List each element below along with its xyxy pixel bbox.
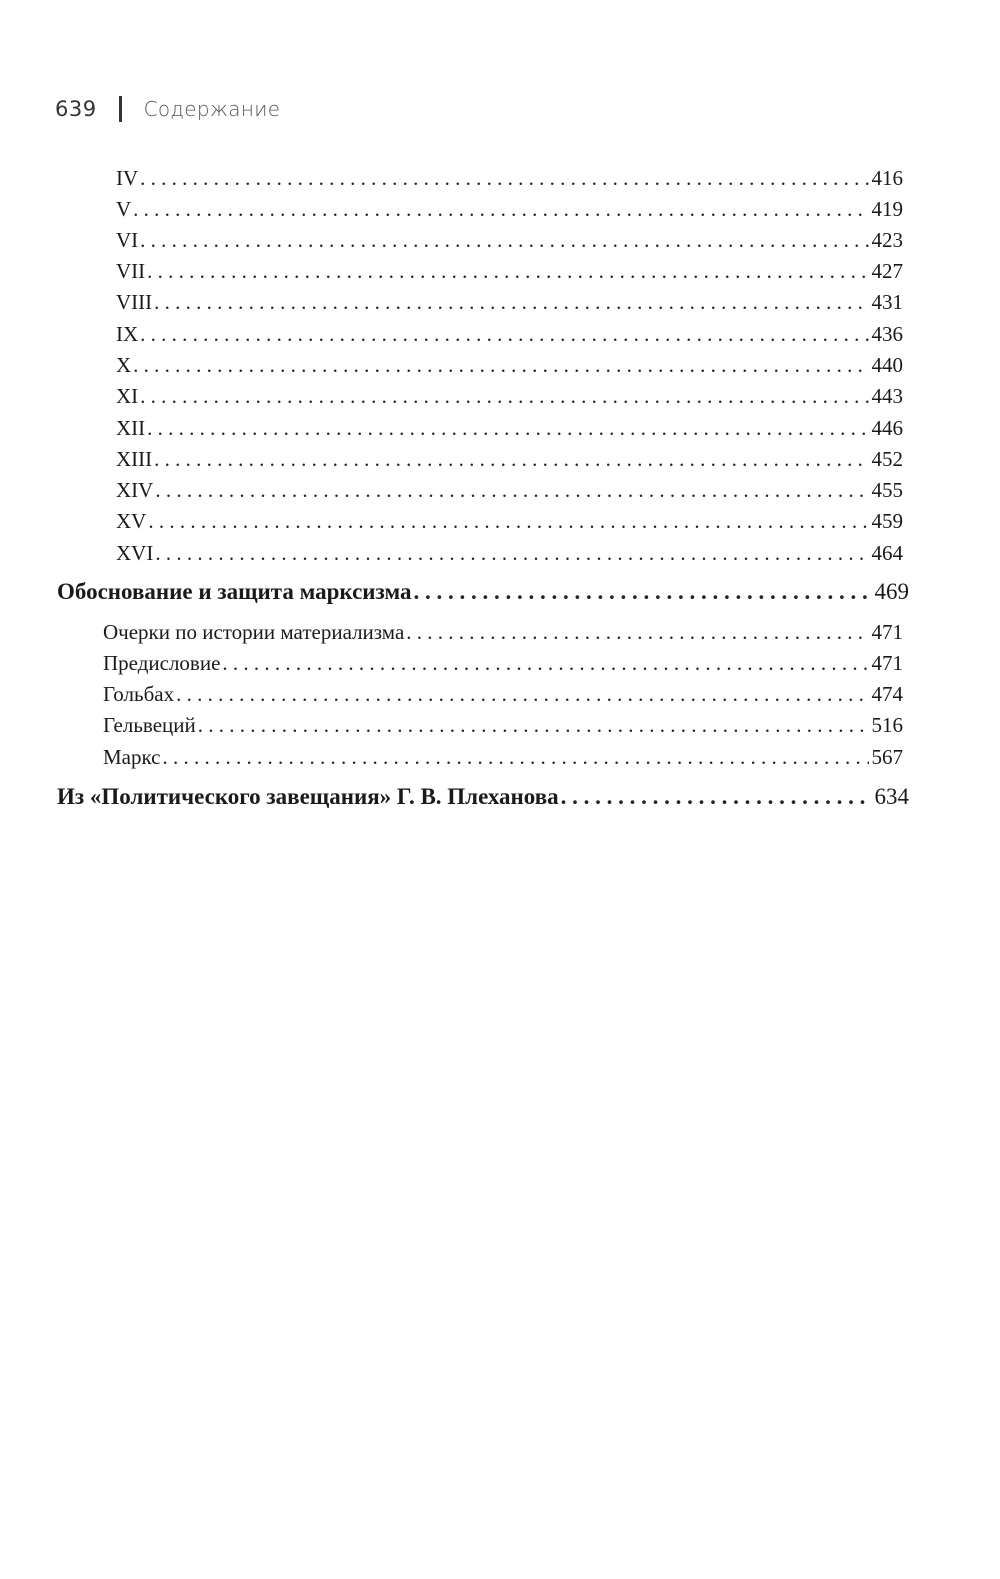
toc-entry[interactable] <box>116 290 903 318</box>
toc-entry-page: 423 <box>871 228 903 252</box>
dot-leader <box>148 509 868 534</box>
toc-entry-label: XII <box>116 416 146 440</box>
toc-entry-label: XIV <box>116 478 154 502</box>
toc-entry-page: 443 <box>871 384 903 408</box>
toc-entry-page: 455 <box>871 478 903 502</box>
toc-entry-label: XV <box>116 509 147 533</box>
toc-entry[interactable] <box>116 541 903 569</box>
toc-entry-label: Гельвеций <box>103 713 196 737</box>
toc-section-heading[interactable] <box>57 579 909 611</box>
toc-entry-page: 431 <box>871 290 903 314</box>
dot-leader <box>222 651 868 676</box>
toc-entry-label: VIII <box>116 290 153 314</box>
toc-entry[interactable] <box>116 509 903 537</box>
dot-leader <box>176 682 868 707</box>
dot-leader <box>147 259 868 284</box>
toc-entry-page: 471 <box>871 620 903 644</box>
toc-entry-label: Очерки по истории материализма <box>103 620 405 644</box>
toc-entry-label: X <box>116 353 132 377</box>
toc-entry-page: 419 <box>871 197 903 221</box>
toc-entry-page: 446 <box>871 416 903 440</box>
toc-entry[interactable] <box>116 322 903 350</box>
toc-entry-page: 516 <box>871 713 903 737</box>
toc-entry[interactable] <box>116 416 903 444</box>
toc-entry-label: XVI <box>116 541 154 565</box>
toc-entry-label: IX <box>116 322 139 346</box>
toc-entry-page: 427 <box>871 259 903 283</box>
dot-leader <box>413 579 871 605</box>
header-section-title: Содержание <box>143 97 281 121</box>
toc-section-heading[interactable] <box>57 784 909 816</box>
toc-section-page: 469 <box>874 579 909 604</box>
toc-entry-page: 452 <box>871 447 903 471</box>
toc-section-page: 634 <box>874 784 909 809</box>
toc-entry-label: XIII <box>116 447 153 471</box>
dot-leader <box>406 620 868 645</box>
toc-entry[interactable] <box>103 713 903 741</box>
toc-entry[interactable] <box>116 259 903 287</box>
toc-entry-label: XI <box>116 384 139 408</box>
toc-entry-label: V <box>116 197 132 221</box>
dot-leader <box>163 745 869 770</box>
dot-leader <box>154 447 868 472</box>
dot-leader <box>147 416 868 441</box>
dot-leader <box>133 353 868 378</box>
dot-leader <box>140 322 868 347</box>
header-separator <box>119 96 122 122</box>
toc-entry[interactable] <box>103 620 903 648</box>
dot-leader <box>154 290 868 315</box>
toc-entry-page: 567 <box>871 745 903 769</box>
toc-entry[interactable] <box>116 353 903 381</box>
dot-leader <box>561 784 872 810</box>
toc-entry[interactable] <box>103 682 903 710</box>
toc-entry[interactable] <box>116 228 903 256</box>
toc-entry-page: 416 <box>871 166 903 190</box>
toc-entry-label: VII <box>116 259 146 283</box>
toc-entry[interactable] <box>116 166 903 194</box>
toc-entry-page: 464 <box>871 541 903 565</box>
toc-entry-page: 459 <box>871 509 903 533</box>
dot-leader <box>140 384 868 409</box>
page-number: 639 <box>55 97 97 121</box>
toc-entry-label: IV <box>116 166 139 190</box>
toc-entry-label: Маркс <box>103 745 161 769</box>
toc-entry-page: 471 <box>871 651 903 675</box>
toc-entry-label: VI <box>116 228 139 252</box>
toc-entry-page: 436 <box>871 322 903 346</box>
toc-entry[interactable] <box>116 447 903 475</box>
toc-section-label: Обоснование и защита марксизма <box>57 579 412 604</box>
toc-section-label: Из «Политического завещания» Г. В. Плеханова <box>57 784 559 809</box>
toc-entry-label: Предисловие <box>103 651 221 675</box>
toc-entry-page: 474 <box>871 682 903 706</box>
dot-leader <box>155 541 868 566</box>
dot-leader <box>133 197 868 222</box>
toc-entry-label: Гольбах <box>103 682 175 706</box>
dot-leader <box>140 166 868 191</box>
toc-entry[interactable] <box>103 651 903 679</box>
toc-entry[interactable] <box>116 384 903 412</box>
dot-leader <box>155 478 868 503</box>
toc-entry[interactable] <box>103 745 903 773</box>
running-header <box>55 92 280 126</box>
toc-entry-page: 440 <box>871 353 903 377</box>
dot-leader <box>198 713 869 738</box>
toc-entry[interactable] <box>116 478 903 506</box>
toc-entry[interactable] <box>116 197 903 225</box>
dot-leader <box>140 228 868 253</box>
